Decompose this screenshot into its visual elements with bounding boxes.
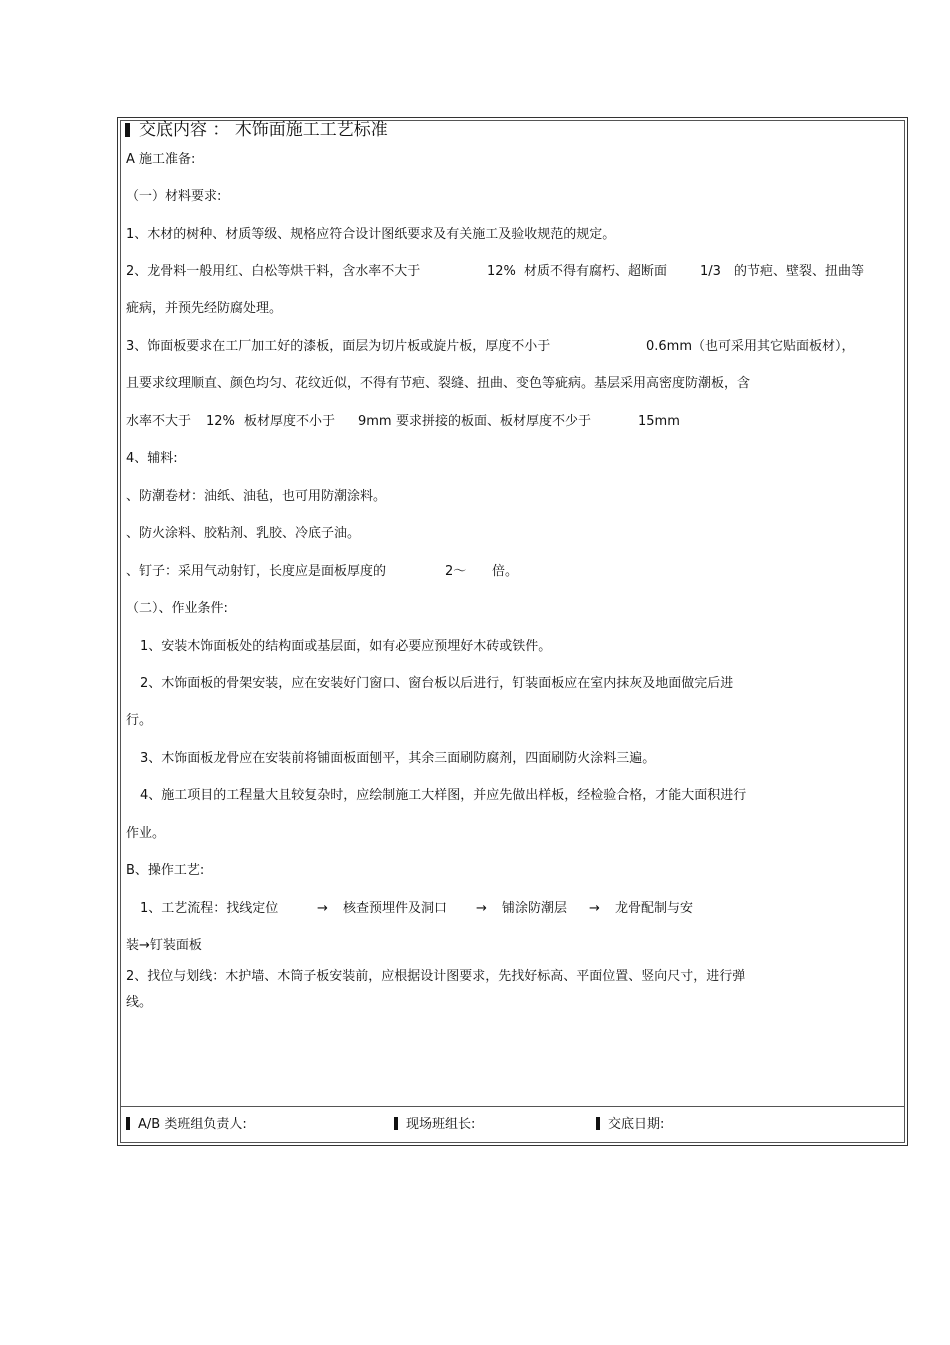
paragraph-value: 12% [487, 264, 516, 279]
footer-leader [126, 1117, 247, 1133]
title-separator: ： [212, 120, 230, 140]
arrow-icon: → [589, 901, 600, 916]
paragraph-line: 1、木材的树种、材质等级、规格应符合设计图纸要求及有关施工及验收规范的规定。 [126, 227, 616, 242]
bullet-bar-icon [125, 123, 130, 137]
title-label: 交底内容 [139, 120, 207, 140]
list-item: 倍。 [492, 564, 519, 579]
paragraph-line: 线。 [126, 995, 153, 1010]
paragraph-line: 要求拼接的板面、板材厚度不少于 [396, 414, 592, 429]
footer-date [596, 1117, 664, 1133]
bullet-bar-icon [394, 1117, 398, 1130]
leader-label: A/B 类班组负责人: [138, 1117, 247, 1132]
paragraph-line: 3、饰面板要求在工厂加工好的漆板，面层为切片板或旋片板，厚度不小于 [126, 339, 551, 354]
paragraph-value: 1/3 [700, 264, 721, 279]
list-item: 3、木饰面板龙骨应在安装前将铺面板面刨平，其余三面刷防腐剂，四面刷防火涂料三遍。 [140, 751, 656, 766]
paragraph-line: 的节疤、壁裂、扭曲等 [734, 264, 865, 279]
heading-b: B、操作工艺: [126, 863, 205, 878]
paragraph-line: 2、找位与划线：木护墙、木筒子板安装前，应根据设计图要求，先找好标高、平面位置、竖向尺寸，进行弹 [126, 969, 746, 984]
list-item: 4、施工项目的工程量大且较复杂时，应绘制施工大样图，并应先做出样板，经检验合格，才能大面积进行 [140, 788, 747, 803]
footer-divider [121, 1106, 904, 1107]
list-item: 2、木饰面板的骨架安装，应在安装好门窗口、窗台板以后进行，钉装面板应在室内抹灰及地面做完后进 [140, 676, 734, 691]
list-item: 1、安装木饰面板处的结构面或基层面，如有必要应预埋好木砖或铁件。 [140, 639, 552, 654]
paragraph-line: 2、龙骨料一般用红、白松等烘干料，含水率不大于 [126, 264, 421, 279]
heading-conditions: （二）、作业条件: [126, 601, 228, 616]
bullet-bar-icon [126, 1117, 130, 1130]
footer-foreman [394, 1117, 475, 1133]
date-label: 交底日期: [608, 1117, 665, 1132]
paragraph-line: 材质不得有腐朽、超断面 [524, 264, 668, 279]
paragraph-line: 疵病，并预先经防腐处理。 [126, 301, 283, 316]
arrow-icon: → [476, 901, 487, 916]
arrow-icon: → [317, 901, 328, 916]
process-step: 铺涂防潮层 [502, 901, 568, 916]
list-item: 、防潮卷材：油纸、油毡，也可用防潮涂料。 [126, 489, 387, 504]
paragraph-value: 9mm [358, 414, 392, 429]
paragraph-value: 0.6mm（也可采用其它贴面板材）， [646, 339, 855, 354]
process-step: 核查预埋件及洞口 [343, 901, 448, 916]
heading-a: A 施工准备: [126, 152, 196, 167]
bullet-bar-icon [596, 1117, 600, 1130]
paragraph-value: 2～ [445, 564, 467, 579]
list-item: 、钉子：采用气动射钉，长度应是面板厚度的 [126, 564, 387, 579]
paragraph-line: 板材厚度不小于 [244, 414, 336, 429]
section-title [125, 120, 388, 140]
heading-materials: （一）材料要求: [126, 189, 222, 204]
paragraph-line: 水率不大于 [126, 414, 192, 429]
list-item: 、防火涂料、胶粘剂、乳胶、冷底子油。 [126, 526, 361, 541]
process-flow: 1、工艺流程：找线定位 [140, 901, 279, 916]
list-item-continued: 作业。 [126, 826, 166, 841]
list-item-continued: 行。 [126, 713, 153, 728]
process-flow-continued: 装→钉装面板 [126, 938, 202, 953]
paragraph-value: 15mm [638, 414, 680, 429]
process-step: 龙骨配制与安 [615, 901, 694, 916]
heading-auxiliary: 4、辅料: [126, 451, 178, 466]
title-text: 木饰面施工工艺标准 [234, 120, 388, 140]
paragraph-value: 12% [206, 414, 235, 429]
paragraph-line: 且要求纹理顺直、颜色均匀、花纹近似，不得有节疤、裂缝、扭曲、变色等疵病。基层采用高密度防潮板，含 [126, 376, 751, 391]
foreman-label: 现场班组长: [406, 1117, 476, 1132]
